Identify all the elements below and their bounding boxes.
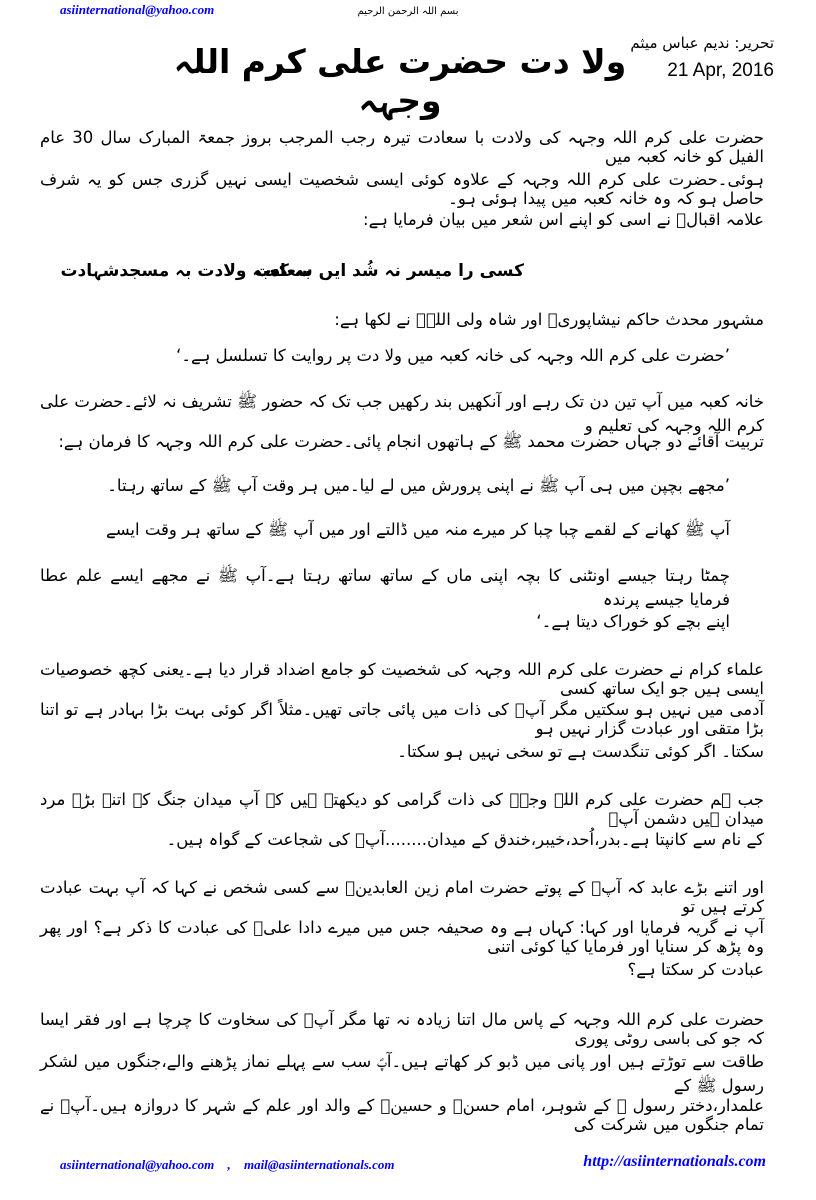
paragraph-line: ہوئی۔حضرت علی کرم اللہ وجہہ کے علاوہ کوئی ایسی شخصیت ایسی نہیں گزری جس کو یہ شرف حاصل ہو کہ وہ خانہ کعبہ میں پیدا ہوئی ہو۔ bbox=[40, 170, 764, 208]
paragraph-line: مشہور محدث حاکم نیشاپوریؒ اور شاہ ولی اللہؒ نے لکھا ہے: bbox=[334, 310, 764, 329]
paragraph-line: سکتا۔ اگر کوئی تنگدست ہے تو سخی نہیں ہو سکتا۔ bbox=[397, 742, 764, 761]
quote-line: ’حضرت علی کرم اللہ وجہہ کی خانہ کعبہ میں ولا دت پر روایت کا تسلسل ہے۔‘ bbox=[176, 346, 730, 365]
quote-line: اپنے بچے کو خوراک دیتا ہے۔‘ bbox=[536, 612, 730, 631]
paragraph-line: تربیت آقائے دو جہاں حضرت محمد ﷺ کے ہاتھوں انجام پائی۔حضرت علی کرم اللہ وجہہ کا فرمان ہے: bbox=[58, 432, 764, 451]
header-email-link[interactable]: asiinternational@yahoo.com bbox=[60, 2, 215, 17]
verse-part-one: کسی را میسر نہ شُد ایں سعادت bbox=[254, 261, 524, 281]
publish-date: 21 Apr, 2016 bbox=[667, 60, 774, 81]
footer-separator: , bbox=[227, 1157, 231, 1172]
paragraph-line: علماء کرام نے حضرت علی کرم اللہ وجہہ کی شخصیت کو جامع اضداد قرار دیا ہے۔یعنی کچھ خصوصیات ایسی ہیں جو ایک ساتھ کسی bbox=[40, 660, 764, 698]
paragraph-line: جب ہم حضرت علی کرم اللہ وجہہ کی ذات گرامی کو دیکھتے ہیں کہ آپ میدان جنگ کے اتنے بڑے مرد میدان ہیں دشمن آپؑ bbox=[40, 790, 764, 828]
bismillah: بسم اللہ الرحمن الرحیم bbox=[357, 6, 459, 17]
footer-website-link[interactable]: http://asiinternationals.com bbox=[583, 1153, 766, 1170]
footer-email-link-2[interactable]: mail@asiinternationals.com bbox=[243, 1157, 395, 1172]
paragraph-line: علامہ اقبالؒ نے اسی کو اپنے اس شعر میں بیان فرمایا ہے: bbox=[363, 210, 764, 229]
footer-emails bbox=[60, 1157, 395, 1173]
verse-part-two: بہ کعبہ ولادت بہ مسجدشہادت bbox=[60, 261, 311, 281]
paragraph-line: علمدار،دختر رسول ﷺ کے شوہر، امام حسنؑ و حسینؑ کے والد اور علم کے شہر کا دروازہ ہیں۔آپؑ نے تمام جنگوں میں شرکت کی bbox=[40, 1096, 764, 1134]
page-title: ولا دت حضرت علی کرم اللہ وجہہ bbox=[173, 42, 627, 120]
paragraph-line: خانہ کعبہ میں آپ تین دن تک رہے اور آنکھیں بند رکھیں جب تک کہ حضور ﷺ تشریف نہ لائے۔حضرت علی کرم اللہ وجہہ کی تعلیم و bbox=[40, 392, 764, 435]
paragraph-line: آپ نے گریہ فرمایا اور کہا: کہاں ہے وہ صحیفہ جس میں میرے دادا علیؑ کی عبادت کا ذکر ہے؟ اور پھر وہ پڑھ کر سنایا اور فرمایا کیا کوئی اتنی bbox=[40, 918, 764, 956]
paragraph-line: آدمی میں نہیں ہو سکتیں مگر آپؑ کی ذات میں پائی جاتی تھیں۔مثلاً اگر کوئی بہت بڑا بہادر ہے تو اتنا بڑا متقی اور عبادت گزار نہیں ہو bbox=[40, 700, 764, 738]
paragraph-line: اور اتنے بڑے عابد کہ آپؑ کے پوتے حضرت امام زین العابدینؑ سے کسی شخص نے کہا کہ آپ بہت عبادت کرتے ہیں تو bbox=[40, 878, 764, 916]
quote-line: آپ ﷺ کھانے کے لقمے چبا چبا کر میرے منہ میں ڈالتے اور میں آپ ﷺ کے ساتھ ہر وقت ایسے bbox=[106, 520, 730, 539]
quote-line: چمٹا رہتا جیسے اونٹنی کا بچہ اپنی ماں کے ساتھ ساتھ رہتا ہے۔آپ ﷺ نے مجھے ایسے علم عطا فرمایا جیسے پرندہ bbox=[40, 566, 730, 609]
paragraph-line: کے نام سے کانپتا ہے۔بدر،اُحد،خیبر،خندق کے میدان........آپؑ کی شجاعت کے گواہ ہیں۔ bbox=[166, 830, 764, 849]
paragraph-line: عبادت کر سکتا ہے؟ bbox=[627, 960, 764, 979]
author-byline: تحریر: ندیم عباس میثم bbox=[630, 34, 774, 52]
footer-email-link-1[interactable]: asiinternational@yahoo.com bbox=[60, 1157, 215, 1172]
paragraph-line: حضرت علی کرم اللہ وجہہ کے پاس مال اتنا زیادہ نہ تھا مگر آپؑ کی سخاوت کا چرچا ہے اور فقر ایسا کہ جو کی باسی روٹی پوری bbox=[40, 1010, 764, 1048]
quote-line: ’مجھے بچپن میں ہی آپ ﷺ نے اپنی پرورش میں لے لیا۔میں ہر وقت آپ ﷺ کے ساتھ رہتا۔ bbox=[107, 476, 730, 495]
paragraph-line: حضرت علی کرم اللہ وجہہ کی ولادت با سعادت تیرہ رجب المرجب بروز جمعۃ المبارک سال 30 عام الفیل کو خانہ کعبہ میں bbox=[40, 128, 764, 166]
paragraph-line: طاقت سے توڑتے ہیں اور پانی میں ڈبو کر کھاتے ہیں۔آپؑ سب سے پہلے نماز پڑھنے والے،جنگوں میں لشکر رسول ﷺ کے bbox=[40, 1052, 764, 1095]
